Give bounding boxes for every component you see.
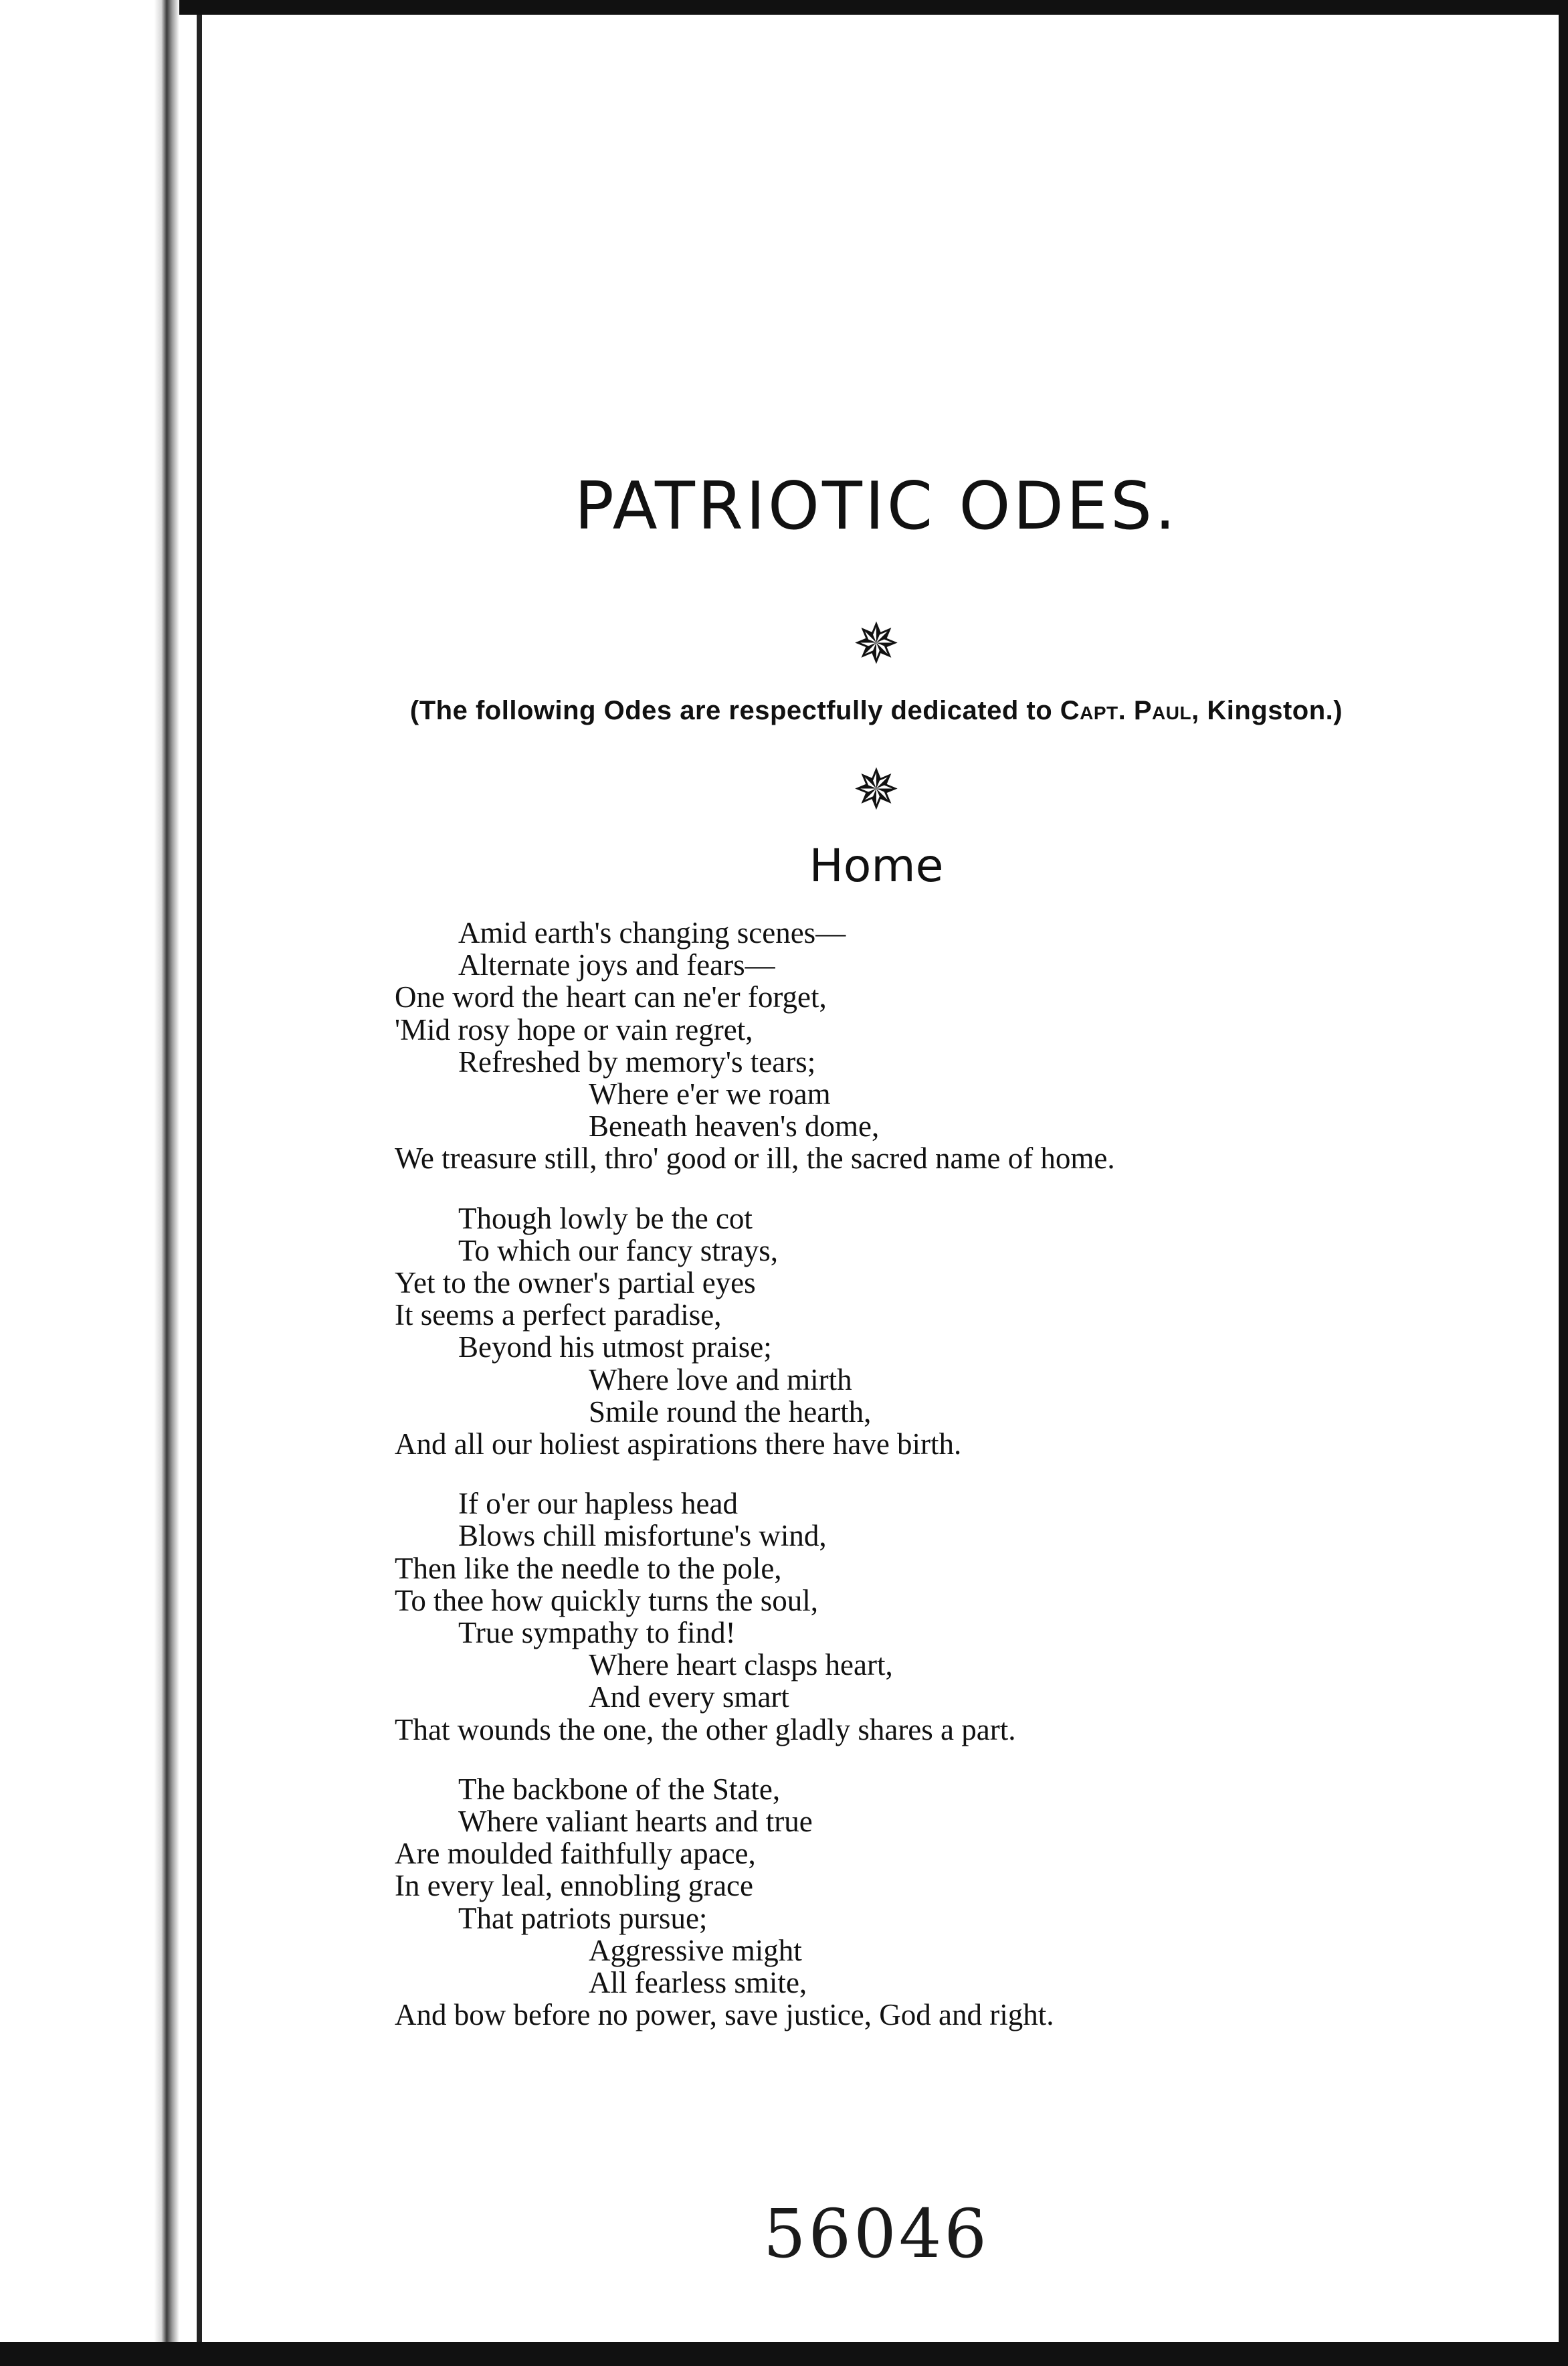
poem-line: Are moulded faithfully apace,	[395, 1837, 756, 1871]
star-ornament-icon: ✵	[852, 611, 900, 676]
poem-line: Blows chill misfortune's wind,	[458, 1519, 827, 1553]
poem-line: We treasure still, thro' good or ill, the sacred name of home.	[395, 1142, 1115, 1176]
page-title: PATRIOTIC ODES.	[574, 468, 1179, 545]
stanza	[395, 1487, 1532, 1746]
poem-line: All fearless smite,	[589, 1966, 807, 2000]
poem-line: Refreshed by memory's tears;	[458, 1044, 816, 1079]
poem-line: To which our fancy strays,	[458, 1233, 778, 1267]
poem-line: It seems a perfect paradise,	[395, 1298, 722, 1332]
poem-line: Alternate joys and fears—	[458, 948, 775, 982]
poem-line: Where heart clasps heart,	[589, 1648, 893, 1682]
poem-line: That wounds the one, the other gladly shares a part.	[395, 1712, 1016, 1746]
poem-line: Amid earth's changing scenes—	[458, 916, 846, 949]
poem-line: That patriots pursue;	[458, 1901, 708, 1935]
poem-line: Smile round the hearth,	[589, 1394, 872, 1429]
dedication-name: Capt. Paul	[1060, 696, 1192, 725]
scan-border-top	[0, 0, 1568, 15]
poem-line: If o'er our hapless head	[458, 1487, 738, 1521]
poem-line: 'Mid rosy hope or vain regret,	[395, 1012, 753, 1046]
poem-line: Aggressive might	[589, 1933, 802, 1967]
poem-line: Then like the needle to the pole,	[395, 1551, 782, 1585]
poem-title: Home	[809, 840, 944, 893]
dedication-prefix: (The following Odes are respectfully dedicated to	[409, 696, 1060, 725]
poem-body	[395, 917, 1532, 2059]
poem-line: True sympathy to find!	[458, 1616, 736, 1650]
stanza	[395, 1202, 1532, 1461]
poem-line: Beneath heaven's dome,	[589, 1109, 880, 1144]
scan-border-right	[1559, 0, 1568, 2366]
dedication-suffix: , Kingston.)	[1191, 696, 1343, 725]
book-spine-shadow	[0, 0, 179, 2366]
poem-line: Beyond his utmost praise;	[458, 1330, 772, 1364]
stanza	[395, 1773, 1532, 2031]
poem-line: Where love and mirth	[589, 1362, 852, 1396]
dedication	[207, 696, 1545, 726]
poem-line: One word the heart can ne'er forget,	[395, 980, 827, 1014]
poem-line: Where e'er we roam	[589, 1077, 831, 1111]
page-gutter-line	[197, 15, 202, 2342]
poem-line: And every smart	[589, 1680, 789, 1714]
poem-line: In every leal, ennobling grace	[395, 1869, 754, 1903]
poem-line: Where valiant hearts and true	[458, 1805, 813, 1839]
poem-line: And all our holiest aspirations there have birth.	[395, 1427, 962, 1461]
page-content	[207, 27, 1545, 2315]
poem-line: The backbone of the State,	[458, 1772, 781, 1806]
poem-line: To thee how quickly turns the soul,	[395, 1583, 819, 1617]
stanza	[395, 917, 1532, 1175]
poem-line: Though lowly be the cot	[458, 1201, 753, 1235]
catalog-number-stamp: 56046	[763, 2195, 990, 2273]
poem-line: And bow before no power, save justice, God and right.	[395, 1998, 1054, 2032]
star-ornament-icon: ✵	[852, 757, 900, 822]
poem-line: Yet to the owner's partial eyes	[395, 1266, 756, 1300]
scan-border-bottom	[0, 2342, 1568, 2366]
